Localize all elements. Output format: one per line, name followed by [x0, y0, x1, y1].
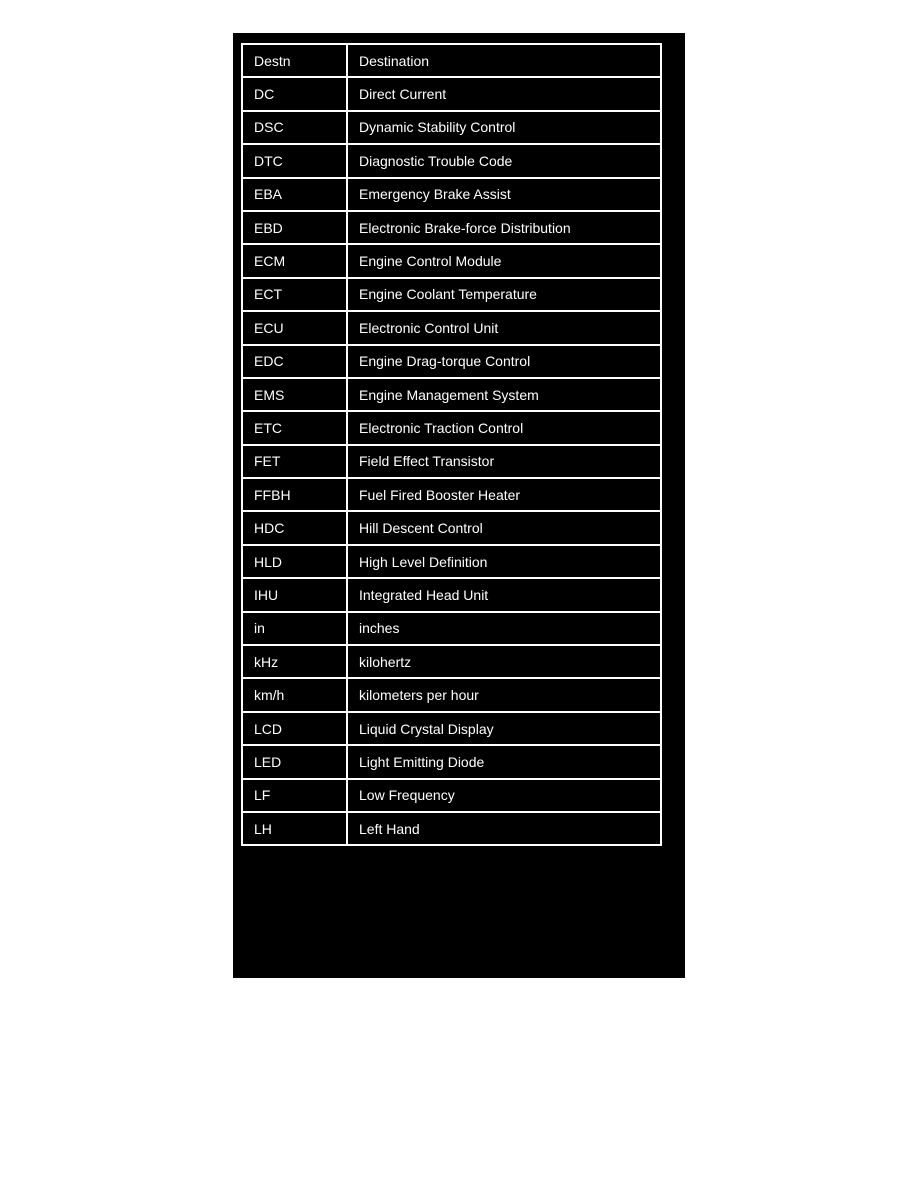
- table-row: [242, 812, 661, 845]
- table-row: [242, 211, 661, 244]
- definition-cell: Electronic Control Unit: [347, 311, 661, 344]
- abbreviation-cell: HLD: [242, 545, 347, 578]
- definition-cell: Electronic Traction Control: [347, 411, 661, 444]
- table-row: [242, 612, 661, 645]
- definition-cell: Low Frequency: [347, 779, 661, 812]
- abbreviation-cell: ETC: [242, 411, 347, 444]
- abbreviation-cell: HDC: [242, 511, 347, 544]
- definition-cell: Destination: [347, 44, 661, 77]
- abbreviation-cell: Destn: [242, 44, 347, 77]
- table-row: [242, 378, 661, 411]
- definition-cell: kilohertz: [347, 645, 661, 678]
- abbreviations-table: [241, 43, 662, 846]
- table-row: [242, 545, 661, 578]
- table-row: [242, 345, 661, 378]
- definition-cell: High Level Definition: [347, 545, 661, 578]
- table-row: [242, 712, 661, 745]
- definition-cell: Hill Descent Control: [347, 511, 661, 544]
- definition-cell: Light Emitting Diode: [347, 745, 661, 778]
- table-row: [242, 111, 661, 144]
- abbreviation-cell: in: [242, 612, 347, 645]
- abbreviation-cell: IHU: [242, 578, 347, 611]
- abbreviation-cell: ECT: [242, 278, 347, 311]
- table-row: [242, 44, 661, 77]
- table-row: [242, 244, 661, 277]
- table-row: [242, 678, 661, 711]
- abbreviation-cell: EBA: [242, 178, 347, 211]
- abbreviation-cell: LF: [242, 779, 347, 812]
- abbreviation-cell: LCD: [242, 712, 347, 745]
- definition-cell: Integrated Head Unit: [347, 578, 661, 611]
- table-row: [242, 311, 661, 344]
- definition-cell: inches: [347, 612, 661, 645]
- abbreviation-cell: DC: [242, 77, 347, 110]
- abbreviation-cell: ECU: [242, 311, 347, 344]
- table-row: [242, 745, 661, 778]
- abbreviation-cell: EBD: [242, 211, 347, 244]
- definition-cell: Direct Current: [347, 77, 661, 110]
- table-row: [242, 478, 661, 511]
- abbreviation-cell: kHz: [242, 645, 347, 678]
- abbreviation-cell: FFBH: [242, 478, 347, 511]
- definition-cell: Field Effect Transistor: [347, 445, 661, 478]
- definition-cell: Liquid Crystal Display: [347, 712, 661, 745]
- definition-cell: Engine Control Module: [347, 244, 661, 277]
- abbreviation-cell: DTC: [242, 144, 347, 177]
- definition-cell: Emergency Brake Assist: [347, 178, 661, 211]
- abbreviation-cell: LED: [242, 745, 347, 778]
- abbreviation-cell: LH: [242, 812, 347, 845]
- abbreviation-cell: km/h: [242, 678, 347, 711]
- definition-cell: Fuel Fired Booster Heater: [347, 478, 661, 511]
- abbreviation-cell: EDC: [242, 345, 347, 378]
- definition-cell: Engine Coolant Temperature: [347, 278, 661, 311]
- table-row: [242, 511, 661, 544]
- table-row: [242, 578, 661, 611]
- definition-cell: Engine Management System: [347, 378, 661, 411]
- table-row: [242, 645, 661, 678]
- table-row: [242, 445, 661, 478]
- definition-cell: Electronic Brake-force Distribution: [347, 211, 661, 244]
- abbreviation-cell: DSC: [242, 111, 347, 144]
- definition-cell: Diagnostic Trouble Code: [347, 144, 661, 177]
- definition-cell: Engine Drag-torque Control: [347, 345, 661, 378]
- definition-cell: Left Hand: [347, 812, 661, 845]
- abbreviation-cell: EMS: [242, 378, 347, 411]
- table-row: [242, 278, 661, 311]
- table-row: [242, 411, 661, 444]
- table-row: [242, 779, 661, 812]
- abbreviation-cell: ECM: [242, 244, 347, 277]
- table-row: [242, 144, 661, 177]
- definition-cell: kilometers per hour: [347, 678, 661, 711]
- abbreviation-cell: FET: [242, 445, 347, 478]
- table-row: [242, 77, 661, 110]
- table-row: [242, 178, 661, 211]
- definition-cell: Dynamic Stability Control: [347, 111, 661, 144]
